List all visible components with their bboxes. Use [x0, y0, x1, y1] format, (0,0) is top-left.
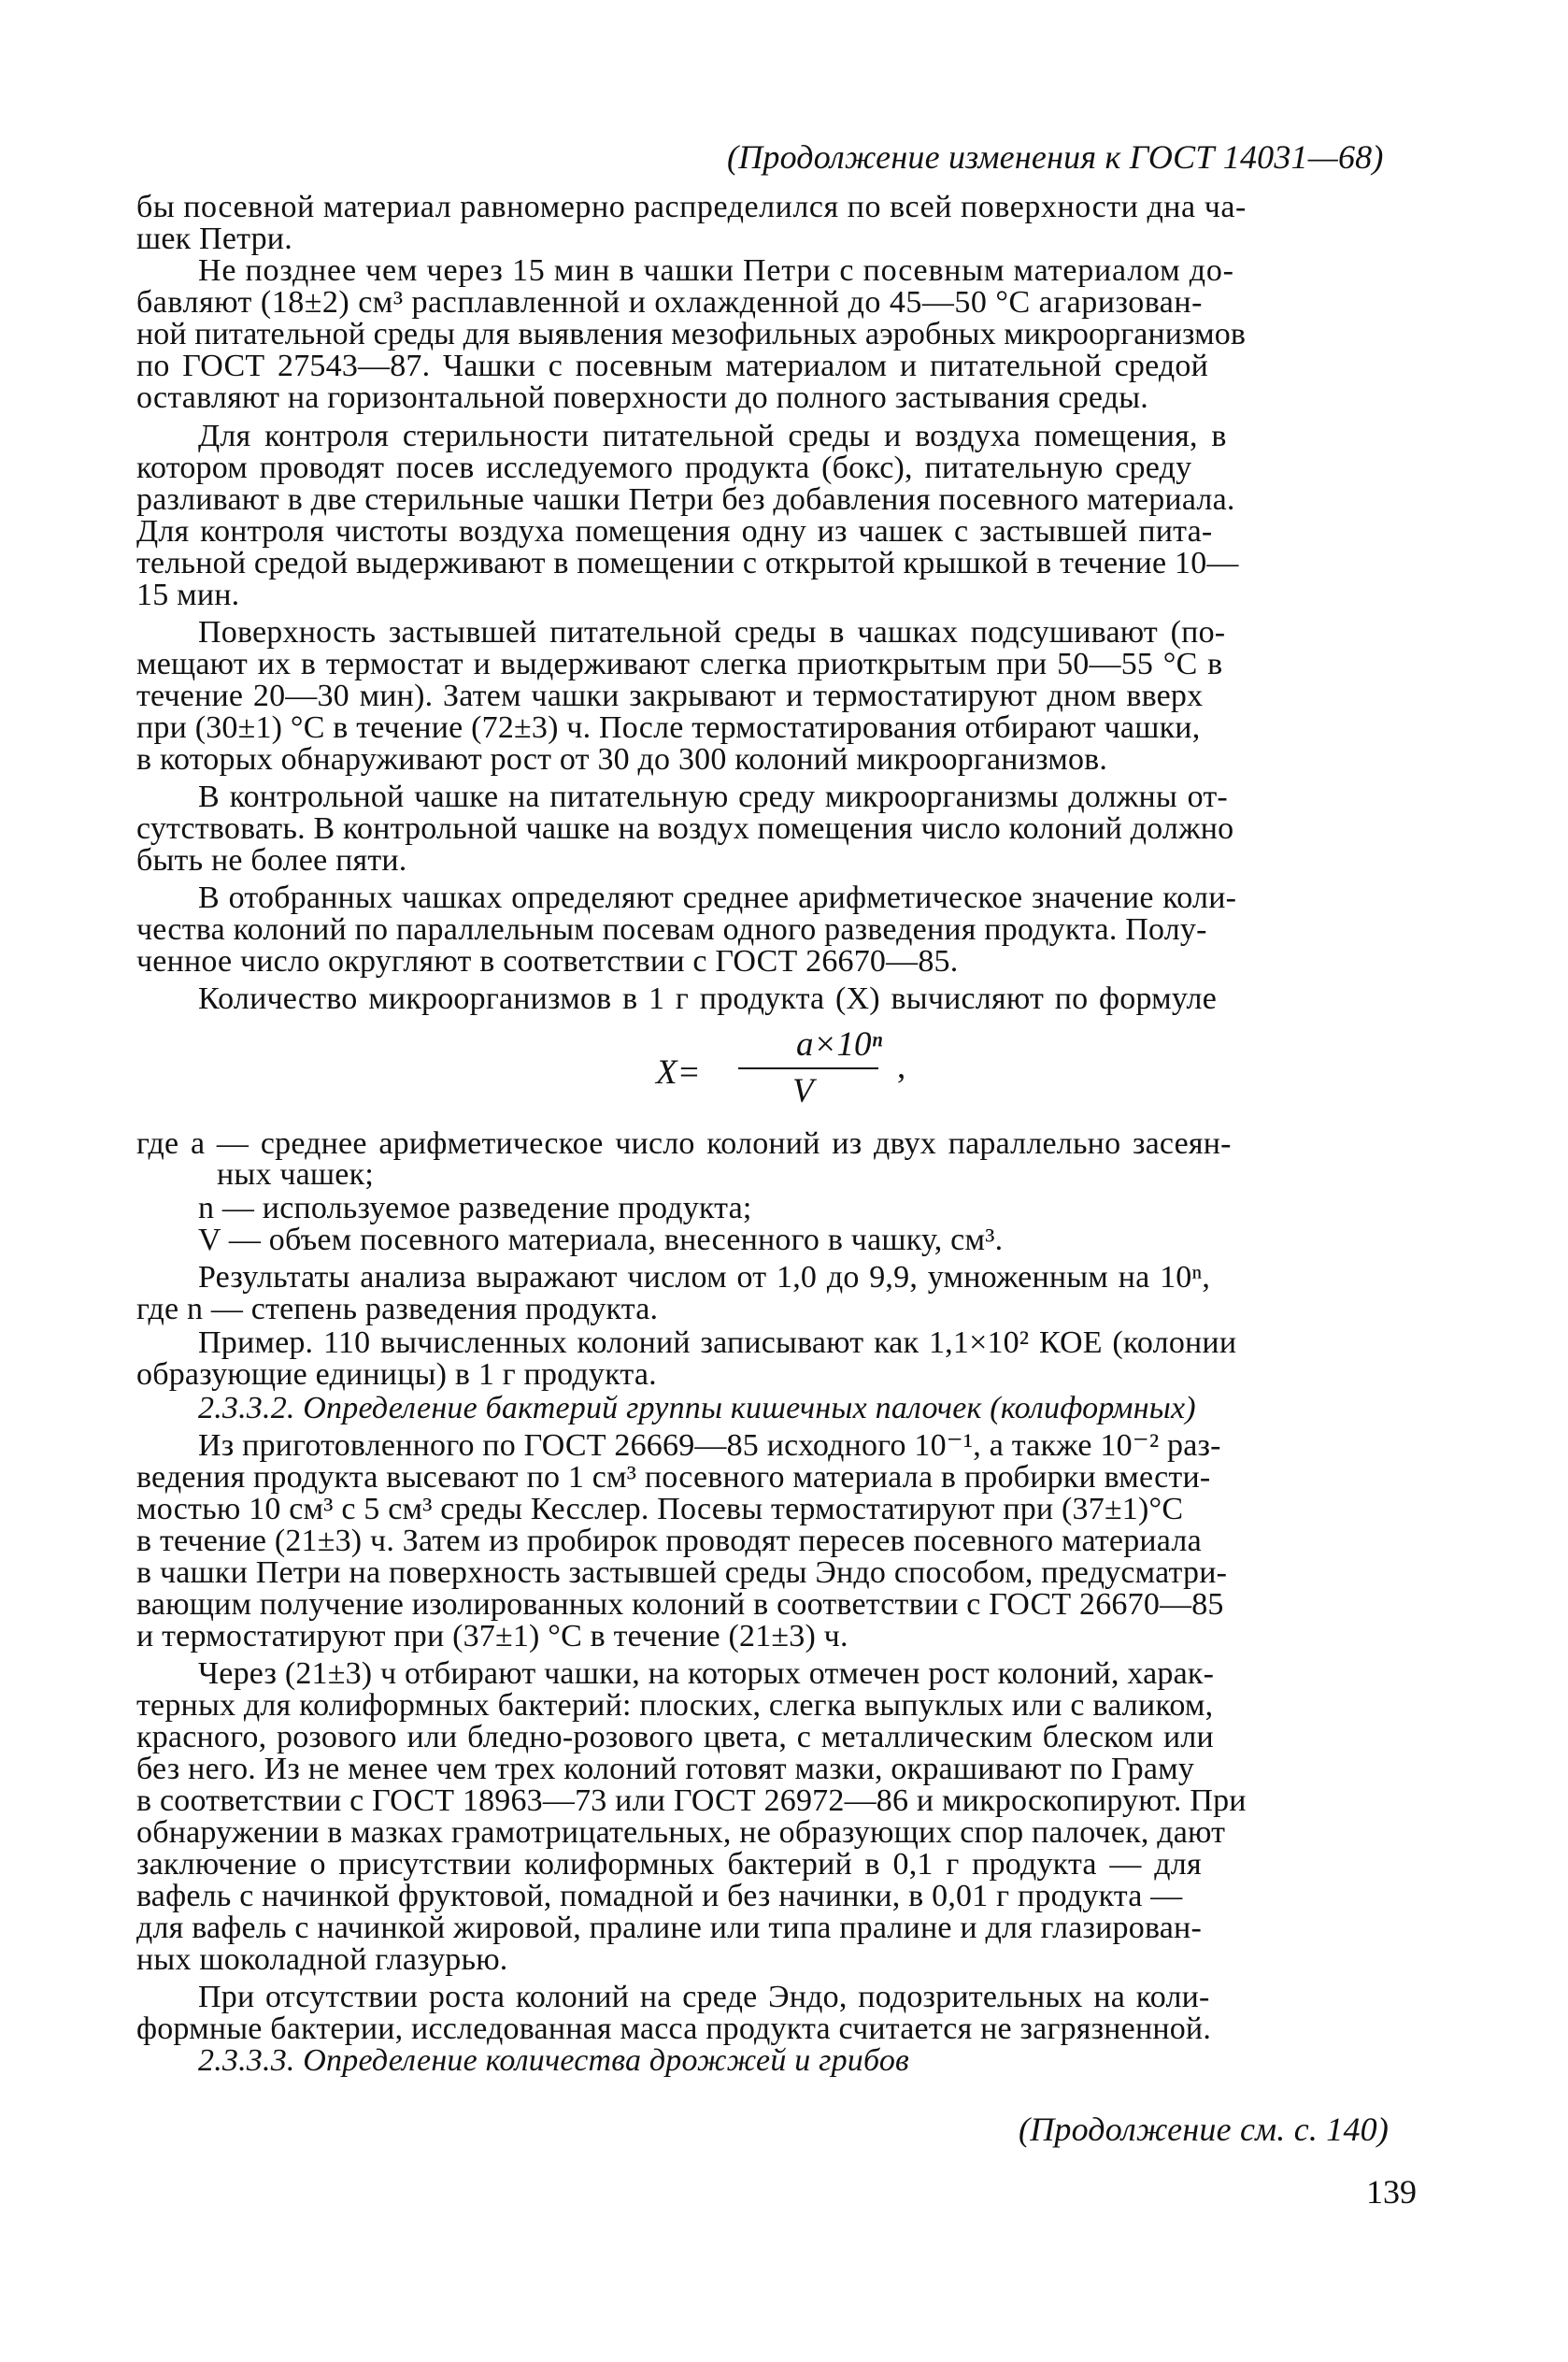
text-line: котором проводят посев исследуемого продукта (бокс), питательную среду [136, 451, 1192, 485]
text-line: ных чашек; [217, 1157, 374, 1192]
text-line: В контрольной чашке на питательную среду микроорганизмы должны от- [198, 780, 1228, 814]
text-line: и термостатируют при (37±1) °С в течение (21±3) ч. [136, 1619, 848, 1653]
text-line: ной питательной среды для выявления мезофильных аэробных микроорганизмов [136, 317, 1246, 351]
text-line: сутствовать. В контрольной чашке на воздух помещения число колоний должно [136, 811, 1234, 846]
text-line: в соответствии с ГОСТ 18963—73 или ГОСТ 26972—86 и микроскопируют. При [136, 1783, 1247, 1818]
text-line: бавляют (18±2) см³ расплавленной и охлажденной до 45—50 °С агаризован- [136, 285, 1203, 320]
text-line: бы посевной материал равномерно распределился по всей поверхности дна ча- [136, 190, 1247, 224]
page-number: 139 [1366, 2173, 1417, 2211]
text-line: Количество микроорганизмов в 1 г продукта (X) вычисляют по формуле [198, 981, 1218, 1016]
text-line: без него. Из не менее чем трех колоний готовят мазки, окрашивают по Граму [136, 1752, 1195, 1786]
text-line: где n — степень разведения продукта. [136, 1292, 659, 1326]
text-line: Пример. 110 вычисленных колоний записывают как 1,1×10² КОЕ (колонии [198, 1325, 1237, 1360]
text-line: В отобранных чашках определяют среднее арифметическое значение коли- [198, 880, 1237, 915]
text-line: мостью 10 см³ с 5 см³ среды Кесслер. Посевы термостатируют при (37±1)°С [136, 1492, 1184, 1526]
text-line: красного, розового или бледно-розового цвета, с металлическим блеском или [136, 1720, 1214, 1754]
text-line: обнаружении в мазках грамотрицательных, не образующих спор палочек, дают [136, 1815, 1226, 1850]
text-line: Результаты анализа выражают числом от 1,0 до 9,9, умноженным на 10ⁿ, [198, 1260, 1211, 1295]
formula-numerator: a×10ⁿ [796, 1025, 883, 1064]
fraction-bar [738, 1067, 878, 1069]
formula-denominator: V [792, 1072, 814, 1110]
text-line: мещают их в термостат и выдерживают слегка приоткрытым при 50—55 °С в [136, 647, 1223, 681]
text-line: шек Петри. [136, 222, 292, 256]
text-line: заключение о присутствии колиформных бактерий в 0,1 г продукта — для [136, 1847, 1202, 1882]
section-heading: 2.3.3.2. Определение бактерий группы кишечных палочек (колиформных) [198, 1391, 1196, 1425]
text-line: При отсутствии роста колоний на среде Эндо, подозрительных на коли- [198, 1980, 1210, 2014]
text-line: Для контроля стерильности питательной среды и воздуха помещения, в [198, 419, 1227, 453]
text-line: n — используемое разведение продукта; [198, 1191, 752, 1225]
text-line: Поверхность застывшей питательной среды в чашках подсушивают (по- [198, 615, 1226, 650]
text-line: Через (21±3) ч отбирают чашки, на которых отмечен рост колоний, харак- [198, 1656, 1215, 1691]
text-line: ченное число округляют в соответствии с ГОСТ 26670—85. [136, 944, 959, 979]
text-line: быть не более пяти. [136, 843, 407, 878]
text-line: при (30±1) °С в течение (72±3) ч. После термостатирования отбирают чашки, [136, 710, 1201, 745]
text-line: вафель с начинкой фруктовой, помадной и без начинки, в 0,01 г продукта — [136, 1879, 1183, 1913]
text-line: формные бактерии, исследованная масса продукта считается не загрязненной. [136, 2011, 1212, 2046]
text-line: по ГОСТ 27543—87. Чашки с посевным материалом и питательной средой [136, 349, 1209, 383]
text-line: 15 мин. [136, 578, 240, 612]
section-heading: 2.3.3.3. Определение количества дрожжей и грибов [198, 2043, 910, 2078]
formula-lhs: X= [656, 1053, 701, 1092]
text-line: вающим получение изолированных колоний в соответствии с ГОСТ 26670—85 [136, 1587, 1224, 1622]
formula-comma: , [897, 1048, 906, 1086]
text-line: разливают в две стерильные чашки Петри без добавления посевного материала. [136, 482, 1235, 517]
text-line: в чашки Петри на поверхность застывшей среды Эндо способом, предусматри- [136, 1555, 1228, 1590]
text-line: чества колоний по параллельным посевам одного разведения продукта. Полу- [136, 912, 1207, 947]
text-line: оставляют на горизонтальной поверхности до полного застывания среды. [136, 380, 1149, 415]
text-line: в течение (21±3) ч. Затем из пробирок проводят пересев посевного материала [136, 1524, 1202, 1558]
text-line: в которых обнаруживают рост от 30 до 300 колоний микроорганизмов. [136, 742, 1108, 777]
continuation-note: (Продолжение см. с. 140) [1019, 2111, 1390, 2148]
text-line: где a — среднее арифметическое число колоний из двух параллельно засеян- [136, 1126, 1232, 1161]
text-line: ных шоколадной глазурью. [136, 1942, 508, 1977]
text-line: терных для колиформных бактерий: плоских, слегка выпуклых или с валиком, [136, 1688, 1214, 1723]
text-line: Из приготовленного по ГОСТ 26669—85 исходного 10⁻¹, а также 10⁻² раз- [198, 1428, 1221, 1463]
text-line: ведения продукта высевают по 1 см³ посевного материала в пробирки вмести- [136, 1460, 1211, 1495]
text-line: для вафель с начинкой жировой, пралине или типа пралине и для глазирован- [136, 1911, 1202, 1945]
text-line: образующие единицы) в 1 г продукта. [136, 1357, 657, 1392]
text-line: V — объем посевного материала, внесенного в чашку, см³. [198, 1223, 1004, 1257]
text-line: Для контроля чистоты воздуха помещения одну из чашек с застывшей пита- [136, 514, 1213, 549]
text-line: Не позднее чем через 15 мин в чашки Петри с посевным материалом до- [198, 253, 1234, 288]
running-header: (Продолжение изменения к ГОСТ 14031—68) [727, 138, 1384, 176]
text-line: тельной средой выдерживают в помещении с открытой крышкой в течение 10— [136, 546, 1239, 580]
text-line: течение 20—30 мин). Затем чашки закрывают и термостатируют дном вверх [136, 679, 1204, 713]
